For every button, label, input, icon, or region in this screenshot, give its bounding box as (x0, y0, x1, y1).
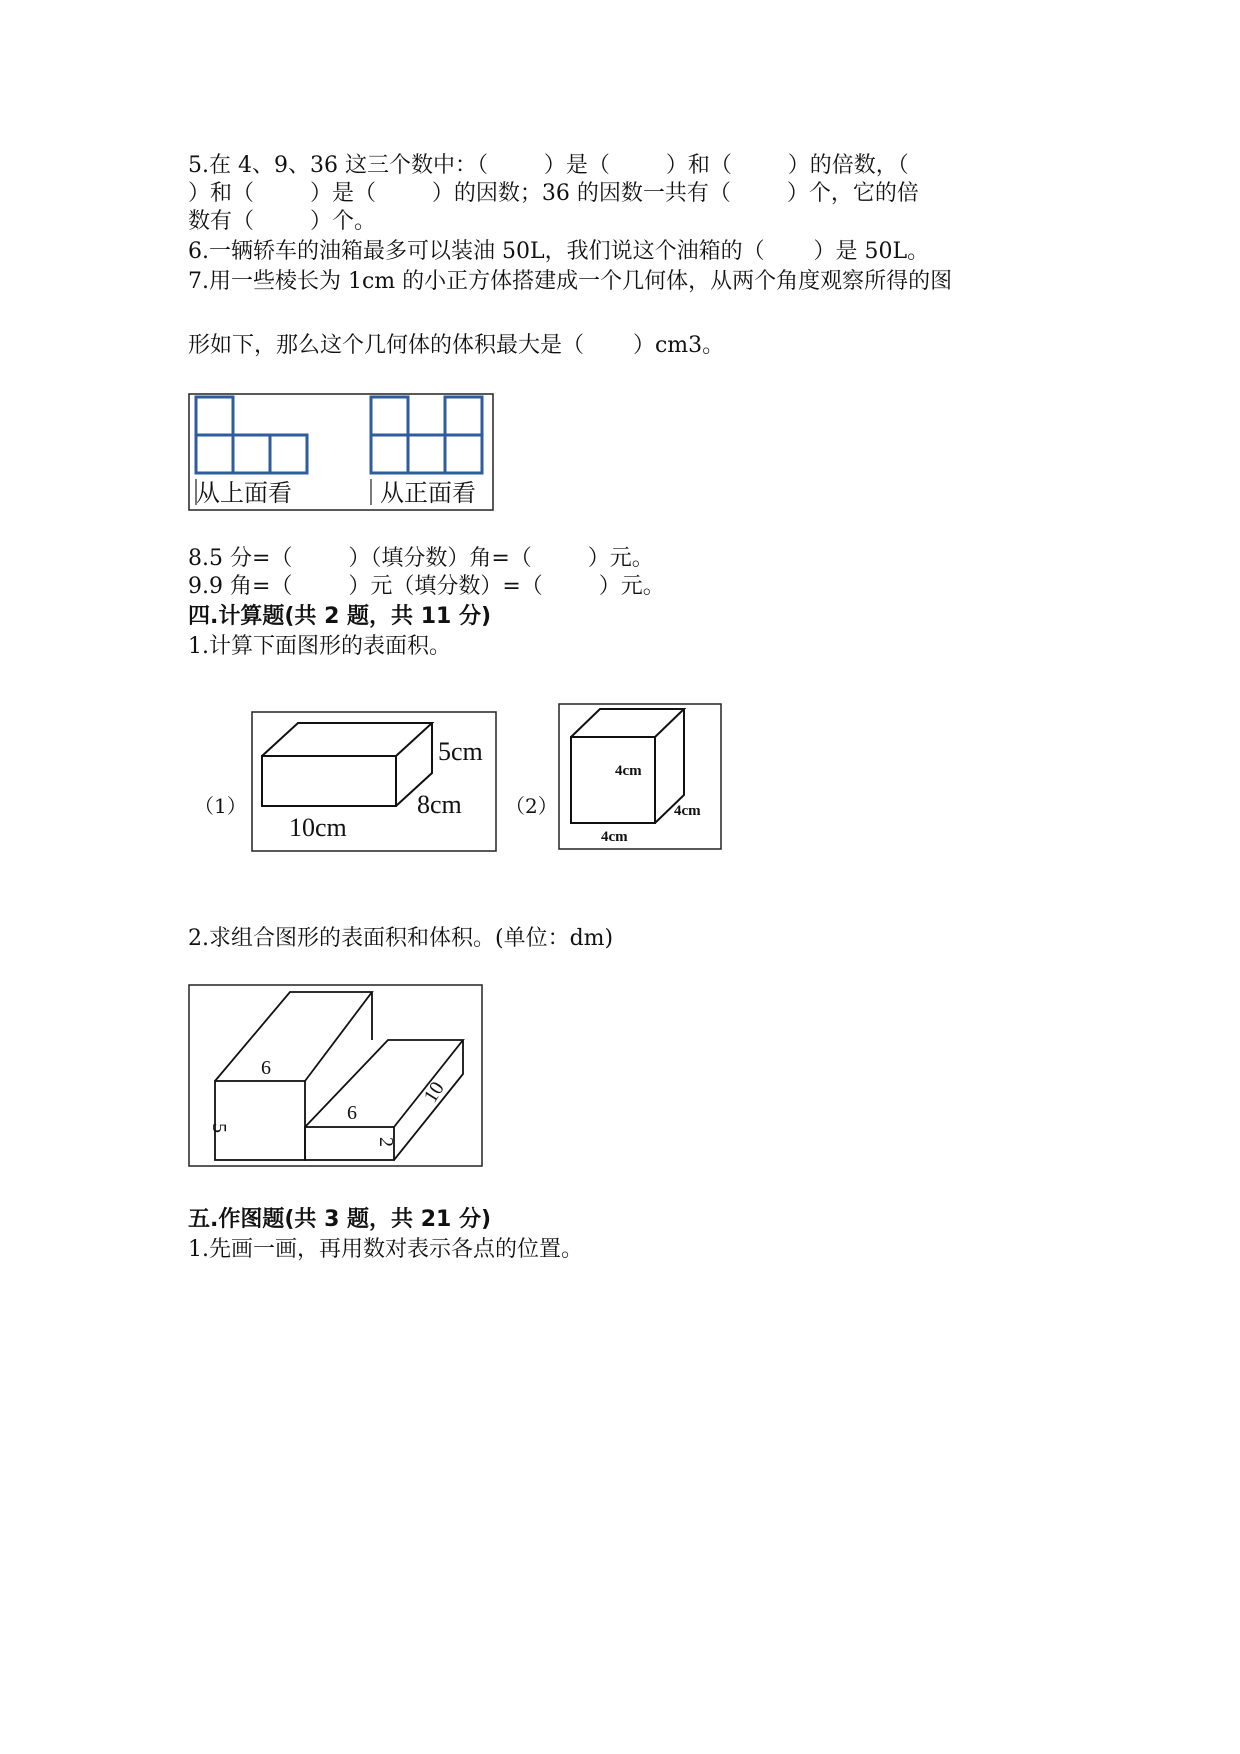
section5-heading: 五.作图题(共 3 题，共 21 分) (188, 1207, 492, 1232)
q5-line-3: 数有（ ）个。 (188, 209, 376, 234)
q6-text: 6.一辆轿车的油箱最多可以装油 50L，我们说这个油箱的（ ）是 50L。 (188, 239, 930, 264)
composite-solid-figure (188, 984, 483, 1167)
section5-q1: 1.先画一画，再用数对表示各点的位置。 (188, 1237, 583, 1262)
q7-line-1: 7.用一些棱长为 1cm 的小正方体搭建成一个几何体，从两个角度观察所得的图 (188, 269, 953, 294)
low-height-label: 2 (375, 1137, 397, 1147)
cuboid-figure (251, 711, 497, 852)
q7-line-2: 形如下，那么这个几何体的体积最大是（ ）cm3。 (188, 333, 725, 358)
depth-label: 10 (419, 1078, 449, 1107)
tall-height-label: 5 (208, 1123, 230, 1133)
cuboid-length-label: 10cm (289, 813, 347, 842)
top-view-label: 从上面看 (196, 479, 292, 507)
section4-heading: 四.计算题(共 2 题，共 11 分) (188, 604, 492, 629)
q9-text: 9.9 角=（ ）元（填分数）=（ ）元。 (188, 574, 665, 599)
q5-line-1: 5.在 4、9、36 这三个数中：（ ）是（ ）和（ ）的倍数，（ (188, 153, 909, 178)
cube-figure (558, 703, 722, 850)
fig1-label: （1） (194, 794, 247, 818)
q8-text: 8.5 分=（ ）（填分数）角=（ ）元。 (188, 546, 654, 571)
section4-q2: 2.求组合图形的表面积和体积。(单位：dm) (188, 926, 614, 951)
cube-bottom-edge-label: 4cm (601, 829, 628, 845)
tall-top-label: 6 (261, 1057, 271, 1079)
cube-side-edge-label: 4cm (674, 803, 701, 819)
cube-front-edge-label: 4cm (615, 763, 642, 779)
section4-q1: 1.计算下面图形的表面积。 (188, 634, 451, 659)
q5-line-2: ）和（ ）是（ ）的因数；36 的因数一共有（ ）个，它的倍 (188, 181, 919, 206)
q7-views-figure (188, 393, 494, 511)
front-view-label: 从正面看 (380, 479, 476, 507)
low-top-label: 6 (347, 1102, 357, 1124)
cuboid-width-label: 8cm (417, 790, 462, 819)
cuboid-height-label: 5cm (438, 737, 483, 766)
fig2-label: （2） (505, 794, 558, 818)
